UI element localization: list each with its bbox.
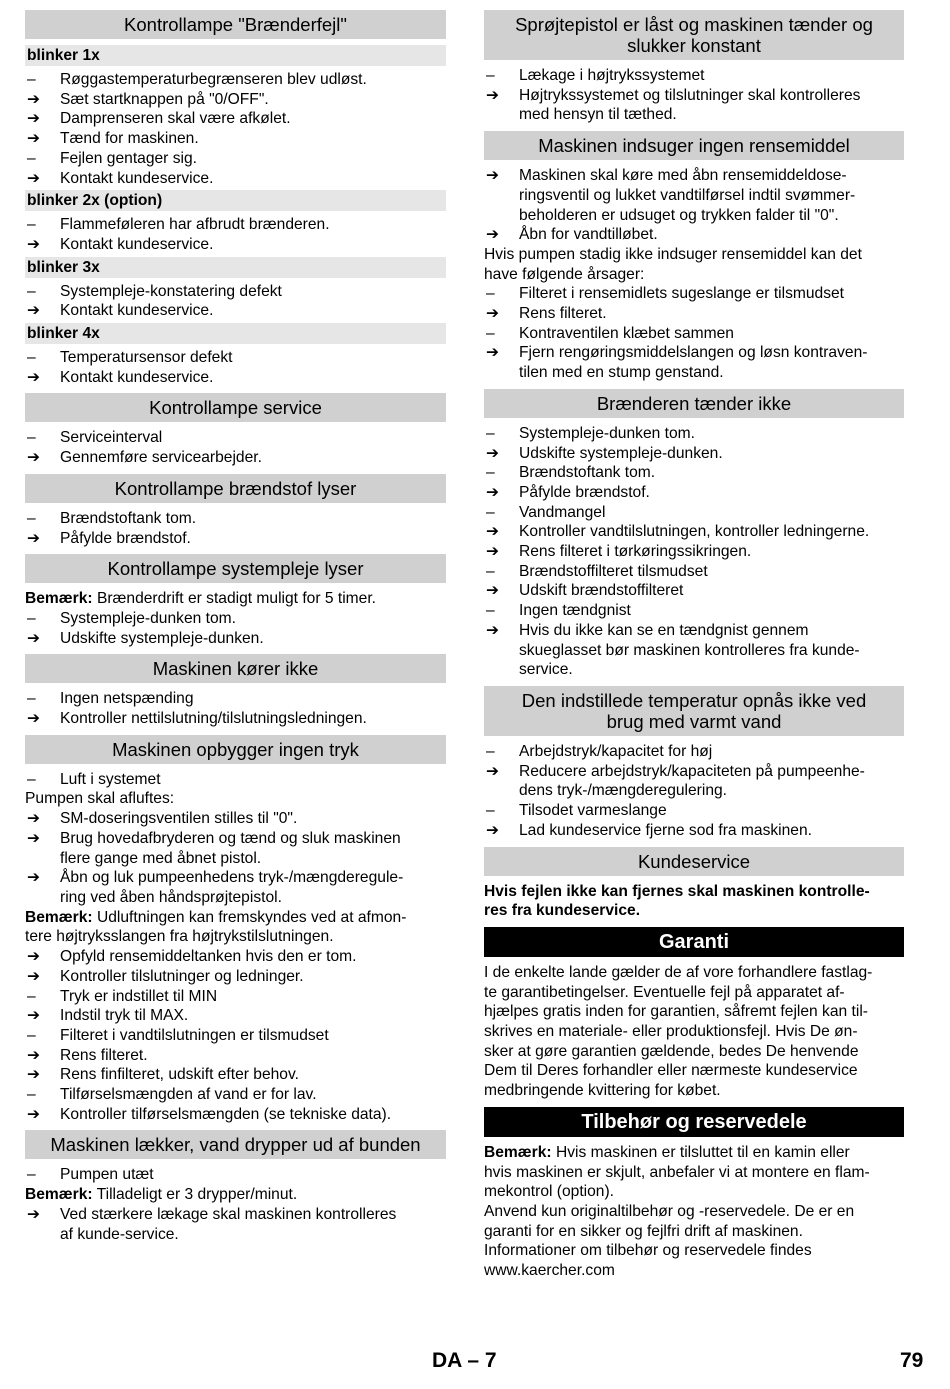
remedy-line: ➔ Udskift brændstoffilteret xyxy=(486,582,684,600)
dash-marker: – xyxy=(27,216,36,234)
note-paragraph: Bemærk: Tilladeligt er 3 drypper/minut. xyxy=(25,1186,298,1204)
remedy-line: ➔ Kontakt kundeservice. xyxy=(27,235,214,253)
arrow-icon: ➔ xyxy=(27,302,41,320)
dash-marker: – xyxy=(27,509,36,527)
arrow-icon: ➔ xyxy=(27,1066,41,1084)
cause-line: – Systempleje-dunken tom. xyxy=(486,424,695,442)
remedy-line: ➔ Kontroller tilslutninger og ledninger. xyxy=(27,967,304,985)
dash-marker: – xyxy=(486,503,495,521)
cause-line: – Pumpen utæt xyxy=(27,1166,154,1184)
arrow-icon: ➔ xyxy=(27,967,41,985)
cause-line: – Serviceinterval xyxy=(27,429,163,447)
dash-marker: – xyxy=(27,1086,36,1104)
left-column xyxy=(25,10,446,1244)
paragraph: Hvis pumpen stadig ikke indsuger rensemiddel kan det have følgende årsager: xyxy=(484,245,862,283)
remedy-line: ➔ Påfylde brændstof. xyxy=(486,483,650,501)
heading-machine-not-running: Maskinen kører ikke xyxy=(25,654,446,683)
arrow-icon: ➔ xyxy=(27,829,41,847)
arrow-icon: ➔ xyxy=(486,821,500,839)
remedy-line: ➔ Kontroller nettilslutning/tilslutningsledningen. xyxy=(27,710,367,728)
remedy-line: ➔ Rens finfilteret, udskift efter behov. xyxy=(27,1066,299,1084)
cause-line: – Ingen netspænding xyxy=(27,690,194,708)
cause-line: – Flammeføleren har afbrudt brænderen. xyxy=(27,216,330,234)
arrow-icon: ➔ xyxy=(27,710,41,728)
arrow-icon: ➔ xyxy=(27,869,41,887)
arrow-icon: ➔ xyxy=(486,762,500,780)
remedy-line: ➔ Rens filteret. xyxy=(27,1046,148,1064)
arrow-icon: ➔ xyxy=(486,444,500,462)
dash-marker: – xyxy=(27,1026,36,1044)
cause-line: – Tilsodet varmeslange xyxy=(486,802,667,820)
remedy-line: ➔ Højtrykssystemet og tilslutninger skal kontrolleres med hensyn til tæthed. xyxy=(486,86,861,124)
remedy-line: ➔ Gennemføre servicearbejder. xyxy=(27,449,262,467)
remedy-line: ➔ Reducere arbejdstryk/kapaciteten på pumpeenhe- dens tryk-/mængderegulering. xyxy=(486,762,865,800)
arrow-icon: ➔ xyxy=(27,529,41,547)
arrow-icon: ➔ xyxy=(27,169,41,187)
heading-no-pressure: Maskinen opbygger ingen tryk xyxy=(25,735,446,764)
arrow-icon: ➔ xyxy=(27,629,41,647)
remedy-line: ➔ Opfyld rensemiddeltanken hvis den er tom. xyxy=(27,948,357,966)
cause-line: – Lækage i højtrykssystemet xyxy=(486,67,705,84)
remedy-line: ➔ Hvis du ikke kan se en tændgnist gennem skueglasset bør maskinen kontrolleres fra kunde- service. xyxy=(486,621,860,679)
cause-line: – Ingen tændgnist xyxy=(486,602,631,620)
cause-line: – Luft i systemet xyxy=(27,770,161,788)
heading-customer-service: Kundeservice xyxy=(484,847,904,876)
remedy-line: ➔ Damprenseren skal være afkølet. xyxy=(27,110,291,128)
dash-marker: – xyxy=(27,1166,36,1184)
footer-section-label: DA – 7 xyxy=(432,1349,497,1372)
dash-marker: – xyxy=(486,324,495,342)
cause-line: – Brændstoffilteret tilsmudset xyxy=(486,562,708,580)
arrow-icon: ➔ xyxy=(27,368,41,386)
remedy-line: ➔ Tænd for maskinen. xyxy=(27,130,199,148)
subheading-blink-3x: blinker 3x xyxy=(25,257,446,278)
remedy-line: ➔ Ved stærkere lækage skal maskinen kontrolleres af kunde-service. xyxy=(27,1205,397,1243)
heading-service-lamp: Kontrollampe service xyxy=(25,393,446,422)
arrow-icon: ➔ xyxy=(27,130,41,148)
dash-marker: – xyxy=(27,149,36,167)
remedy-line: ➔ Udskifte systempleje-dunken. xyxy=(486,444,723,462)
dash-marker: – xyxy=(486,602,495,620)
note-paragraph: Bemærk: Brænderdrift er stadigt muligt for 5 timer. xyxy=(25,590,377,608)
remedy-line: ➔ Maskinen skal køre med åbn rensemiddeldose- ringsventil og lukket vandtilførsel indtil svømmer- beholderen er udsuget og trykken falder til "0". xyxy=(486,167,856,224)
arrow-icon: ➔ xyxy=(486,621,500,639)
remedy-line: ➔ SM-doseringsventilen stilles til "0". xyxy=(27,810,298,828)
remedy-line: ➔ Brug hovedafbryderen og tænd og sluk maskinen flere gange med åbnet pistol. xyxy=(27,829,401,867)
cause-line: – Tryk er indstillet til MIN xyxy=(27,987,218,1005)
dash-marker: – xyxy=(27,349,36,367)
remedy-line: ➔ Kontakt kundeservice. xyxy=(27,302,214,320)
paragraph: Pumpen skal afluftes: xyxy=(25,790,175,808)
heading-machine-leaking: Maskinen lækker, vand drypper ud af bunden xyxy=(25,1130,446,1159)
heading-temperature-not-reached: Den indstillede temperatur opnås ikke ved brug med varmt vand xyxy=(484,686,904,736)
dash-marker: – xyxy=(486,802,495,820)
accessories-paragraph: Anvend kun originaltilbehør og -reservedele. De er en garanti for en sikker og fejlfri drift af maskinen. Informationer om tilbehør og reservedele findes www.kaercher.com xyxy=(484,1202,855,1280)
arrow-icon: ➔ xyxy=(27,948,41,966)
cause-line: – Systempleje-dunken tom. xyxy=(27,609,236,627)
arrow-icon: ➔ xyxy=(486,86,500,104)
dash-marker: – xyxy=(27,71,36,88)
remedy-line: ➔ Sæt startknappen på "0/OFF". xyxy=(27,90,269,108)
heading-system-care-lamp: Kontrollampe systempleje lyser xyxy=(25,554,446,583)
warranty-paragraph: I de enkelte lande gælder de af vore forhandlere fastlag- te garantibetingelser. Eventuelle fejl på apparatet af- hjælpes gratis inden for garantien, såfremt fejlen kan til- skrives en materiale- eller produktionsfejl. Hvis De øn- sker at gøre garantien gældende, bedes De henvende Dem til Deres forhandler eller nærmeste kundeservice medbringende kvittering for købet. xyxy=(484,963,873,1100)
cause-line: – Kontraventilen klæbet sammen xyxy=(486,324,734,342)
arrow-icon: ➔ xyxy=(27,1007,41,1025)
remedy-line: ➔ Lad kundeservice fjerne sod fra maskinen. xyxy=(486,821,812,839)
dash-marker: – xyxy=(486,285,495,303)
arrow-icon: ➔ xyxy=(27,449,41,467)
arrow-icon: ➔ xyxy=(486,305,500,323)
cause-line: – Systempleje-konstatering defekt xyxy=(27,282,282,300)
cause-line: – Arbejdstryk/kapacitet for høj xyxy=(486,742,713,760)
remedy-line: ➔ Udskifte systempleje-dunken. xyxy=(27,629,264,647)
heading-burner-not-igniting: Brænderen tænder ikke xyxy=(484,389,904,418)
note-paragraph: Bemærk: Udluftningen kan fremskyndes ved at afmon- tere højtryksslangen fra højtrykstilslutningen. xyxy=(25,908,407,946)
remedy-line: ➔ Indstil tryk til MAX. xyxy=(27,1007,189,1025)
dash-marker: – xyxy=(486,424,495,442)
arrow-icon: ➔ xyxy=(27,235,41,253)
arrow-icon: ➔ xyxy=(27,1105,41,1123)
arrow-icon: ➔ xyxy=(486,483,500,501)
cause-line: – Fejlen gentager sig. xyxy=(27,149,197,167)
arrow-icon: ➔ xyxy=(27,1205,41,1223)
subheading-blink-2x: blinker 2x (option) xyxy=(25,190,446,211)
dash-marker: – xyxy=(486,464,495,482)
right-column xyxy=(484,10,904,1281)
dash-marker: – xyxy=(27,609,36,627)
remedy-line: ➔ Kontroller vandtilslutningen, kontroller ledningerne. xyxy=(486,523,870,541)
dash-marker: – xyxy=(486,67,495,84)
subheading-blink-4x: blinker 4x xyxy=(25,323,446,344)
remedy-line: ➔ Rens filteret. xyxy=(486,305,607,323)
arrow-icon: ➔ xyxy=(486,167,500,185)
dash-marker: – xyxy=(27,429,36,447)
remedy-line: ➔ Åbn for vandtilløbet. xyxy=(486,226,658,244)
remedy-line: ➔ Påfylde brændstof. xyxy=(27,529,191,547)
heading-burner-fault: Kontrollampe "Brænderfejl" xyxy=(25,10,446,39)
cause-line: – Vandmangel xyxy=(486,503,606,521)
arrow-icon: ➔ xyxy=(27,90,41,108)
heading-gun-locked: Sprøjtepistol er låst og maskinen tænder og slukker konstant xyxy=(484,10,904,60)
remedy-line: ➔ Kontakt kundeservice. xyxy=(27,368,214,386)
dash-marker: – xyxy=(486,562,495,580)
cause-line: – Filteret i rensemidlets sugeslange er tilsmudset xyxy=(486,285,845,303)
arrow-icon: ➔ xyxy=(27,110,41,128)
subheading-blink-1x: blinker 1x xyxy=(25,45,446,66)
dash-marker: – xyxy=(27,282,36,300)
arrow-icon: ➔ xyxy=(27,1046,41,1064)
heading-accessories: Tilbehør og reservedele xyxy=(484,1107,904,1137)
arrow-icon: ➔ xyxy=(486,543,500,561)
dash-marker: – xyxy=(27,690,36,708)
arrow-icon: ➔ xyxy=(486,523,500,541)
remedy-line: ➔ Kontroller tilførselsmængden (se tekniske data). xyxy=(27,1105,392,1123)
arrow-icon: ➔ xyxy=(486,344,500,362)
dash-marker: – xyxy=(27,770,36,788)
arrow-icon: ➔ xyxy=(486,582,500,600)
heading-fuel-lamp: Kontrollampe brændstof lyser xyxy=(25,474,446,503)
customer-service-paragraph: Hvis fejlen ikke kan fjernes skal maskinen kontrolle- res fra kundeservice. xyxy=(484,882,870,920)
remedy-line: ➔ Fjern rengøringsmiddelslangen og løsn kontraven- tilen med en stump genstand. xyxy=(486,344,868,382)
cause-line: – Tilførselsmængden af vand er for lav. xyxy=(27,1086,317,1104)
remedy-line: ➔ Kontakt kundeservice. xyxy=(27,169,214,187)
remedy-line: ➔ Åbn og luk pumpeenhedens tryk-/mængderegule- ring ved åben håndsprøjtepistol. xyxy=(27,869,404,906)
cause-line: – Røggastemperaturbegrænseren blev udløst. xyxy=(27,71,367,88)
cause-line: – Brændstoftank tom. xyxy=(27,509,197,527)
heading-no-detergent: Maskinen indsuger ingen rensemiddel xyxy=(484,131,904,160)
cause-line: – Temperatursensor defekt xyxy=(27,349,233,367)
note-paragraph: Bemærk: Hvis maskinen er tilsluttet til en kamin eller hvis maskinen er skjult, anbefaler vi at montere en flam- mekontrol (option). xyxy=(484,1143,870,1201)
heading-warranty: Garanti xyxy=(484,927,904,957)
page-number: 79 xyxy=(900,1349,924,1372)
dash-marker: – xyxy=(486,742,495,760)
arrow-icon: ➔ xyxy=(486,226,500,244)
remedy-line: ➔ Rens filteret i tørkøringssikringen. xyxy=(486,543,752,561)
cause-line: – Brændstoftank tom. xyxy=(486,464,656,482)
cause-line: – Filteret i vandtilslutningen er tilsmudset xyxy=(27,1026,329,1044)
arrow-icon: ➔ xyxy=(27,810,41,828)
dash-marker: – xyxy=(27,987,36,1005)
